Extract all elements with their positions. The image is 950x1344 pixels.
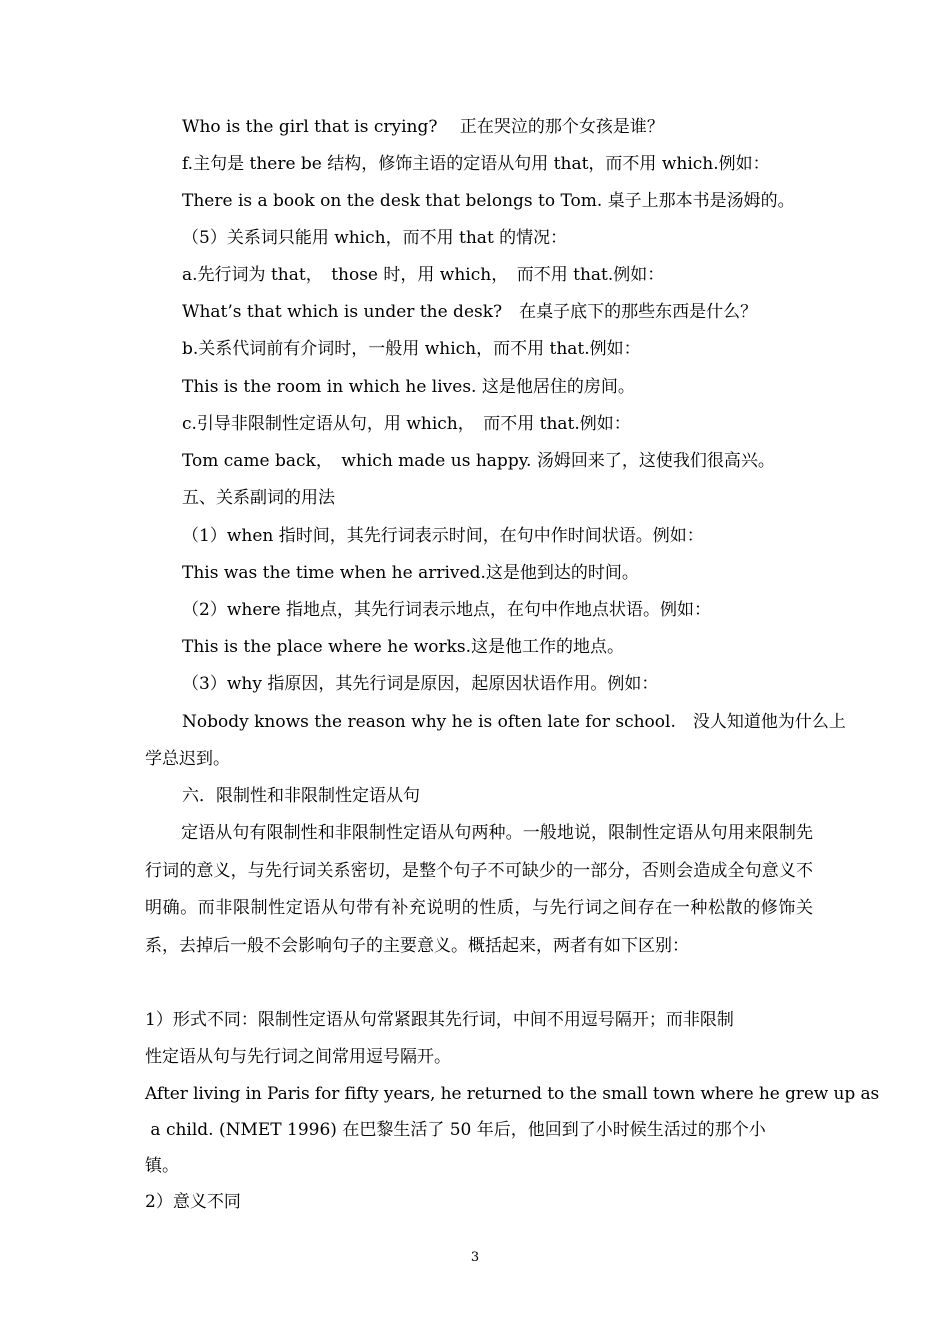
section-heading: 六．限制性和非限制性定语从句 (182, 786, 420, 806)
text-line: This is the place where he works.这是他工作的地点。 (182, 637, 625, 657)
paragraph-text: 定语从句有限制性和非限制性定语从句两种。一般地说，限制性定语从句用来限制先行词的意义，与先行词关系密切，是整个句子不可缺少的一部分，否则会造成全句意义不明确。而非限制性定语从句带有补充说明的性质，与先行词之间存在一种松散的修饰关系，去掉后一般不会影响句子的主要意义。概括起来，两者有如下区别： (145, 823, 813, 956)
text-line: a child. (NMET 1996) 在巴黎生活了 50 年后，他回到了小时候生活过的那个小 (145, 1120, 766, 1140)
text-line: （5）关系词只能用 which，而不用 that 的情况： (182, 228, 568, 248)
text-line: （2）where 指地点，其先行词表示地点，在句中作地点状语。例如： (182, 600, 711, 620)
text-line: c.引导非限制性定语从句，用 which， 而不用 that.例如： (182, 414, 631, 434)
text-line: （1）when 指时间，其先行词表示时间，在句中作时间状语。例如： (182, 526, 704, 546)
text-line: Nobody knows the reason why he is often late for school. 没人知道他为什么上 (182, 712, 846, 732)
text-line: After living in Paris for fifty years, he returned to the small town where he grew up as (145, 1084, 880, 1104)
text-line: What’s that which is under the desk? 在桌子底下的那些东西是什么？ (182, 302, 758, 322)
text-line: f.主句是 there be 结构，修饰主语的定语从句用 that，而不用 which.例如： (182, 154, 770, 174)
text-line: There is a book on the desk that belongs to Tom. 桌子上那本书是汤姆的。 (182, 191, 795, 211)
text-line: 2）意义不同 (145, 1192, 241, 1212)
text-line: This was the time when he arrived.这是他到达的时间。 (182, 563, 639, 583)
text-line: a.先行词为 that， those 时，用 which， 而不用 that.例如： (182, 265, 665, 285)
text-line: （3）why 指原因，其先行词是原因，起原因状语作用。例如： (182, 674, 659, 694)
text-line: 1）形式不同：限制性定语从句常紧跟其先行词，中间不用逗号隔开；而非限制 (145, 1010, 734, 1030)
text-line: Tom came back， which made us happy. 汤姆回来了，这使我们很高兴。 (182, 451, 775, 471)
text-line: This is the room in which he lives. 这是他居住的房间。 (182, 377, 635, 397)
paragraph (145, 815, 813, 965)
text-line: 镇。 (145, 1156, 179, 1176)
text-line: b.关系代词前有介词时，一般用 which，而不用 that.例如： (182, 339, 641, 359)
text-line: 学总迟到。 (145, 749, 230, 769)
text-line: Who is the girl that is crying? 正在哭泣的那个女孩是谁？ (182, 117, 664, 137)
page-number: 3 (470, 1250, 480, 1265)
text-line: 性定语从句与先行词之间常用逗号隔开。 (145, 1047, 451, 1067)
section-heading: 五、关系副词的用法 (182, 488, 335, 508)
